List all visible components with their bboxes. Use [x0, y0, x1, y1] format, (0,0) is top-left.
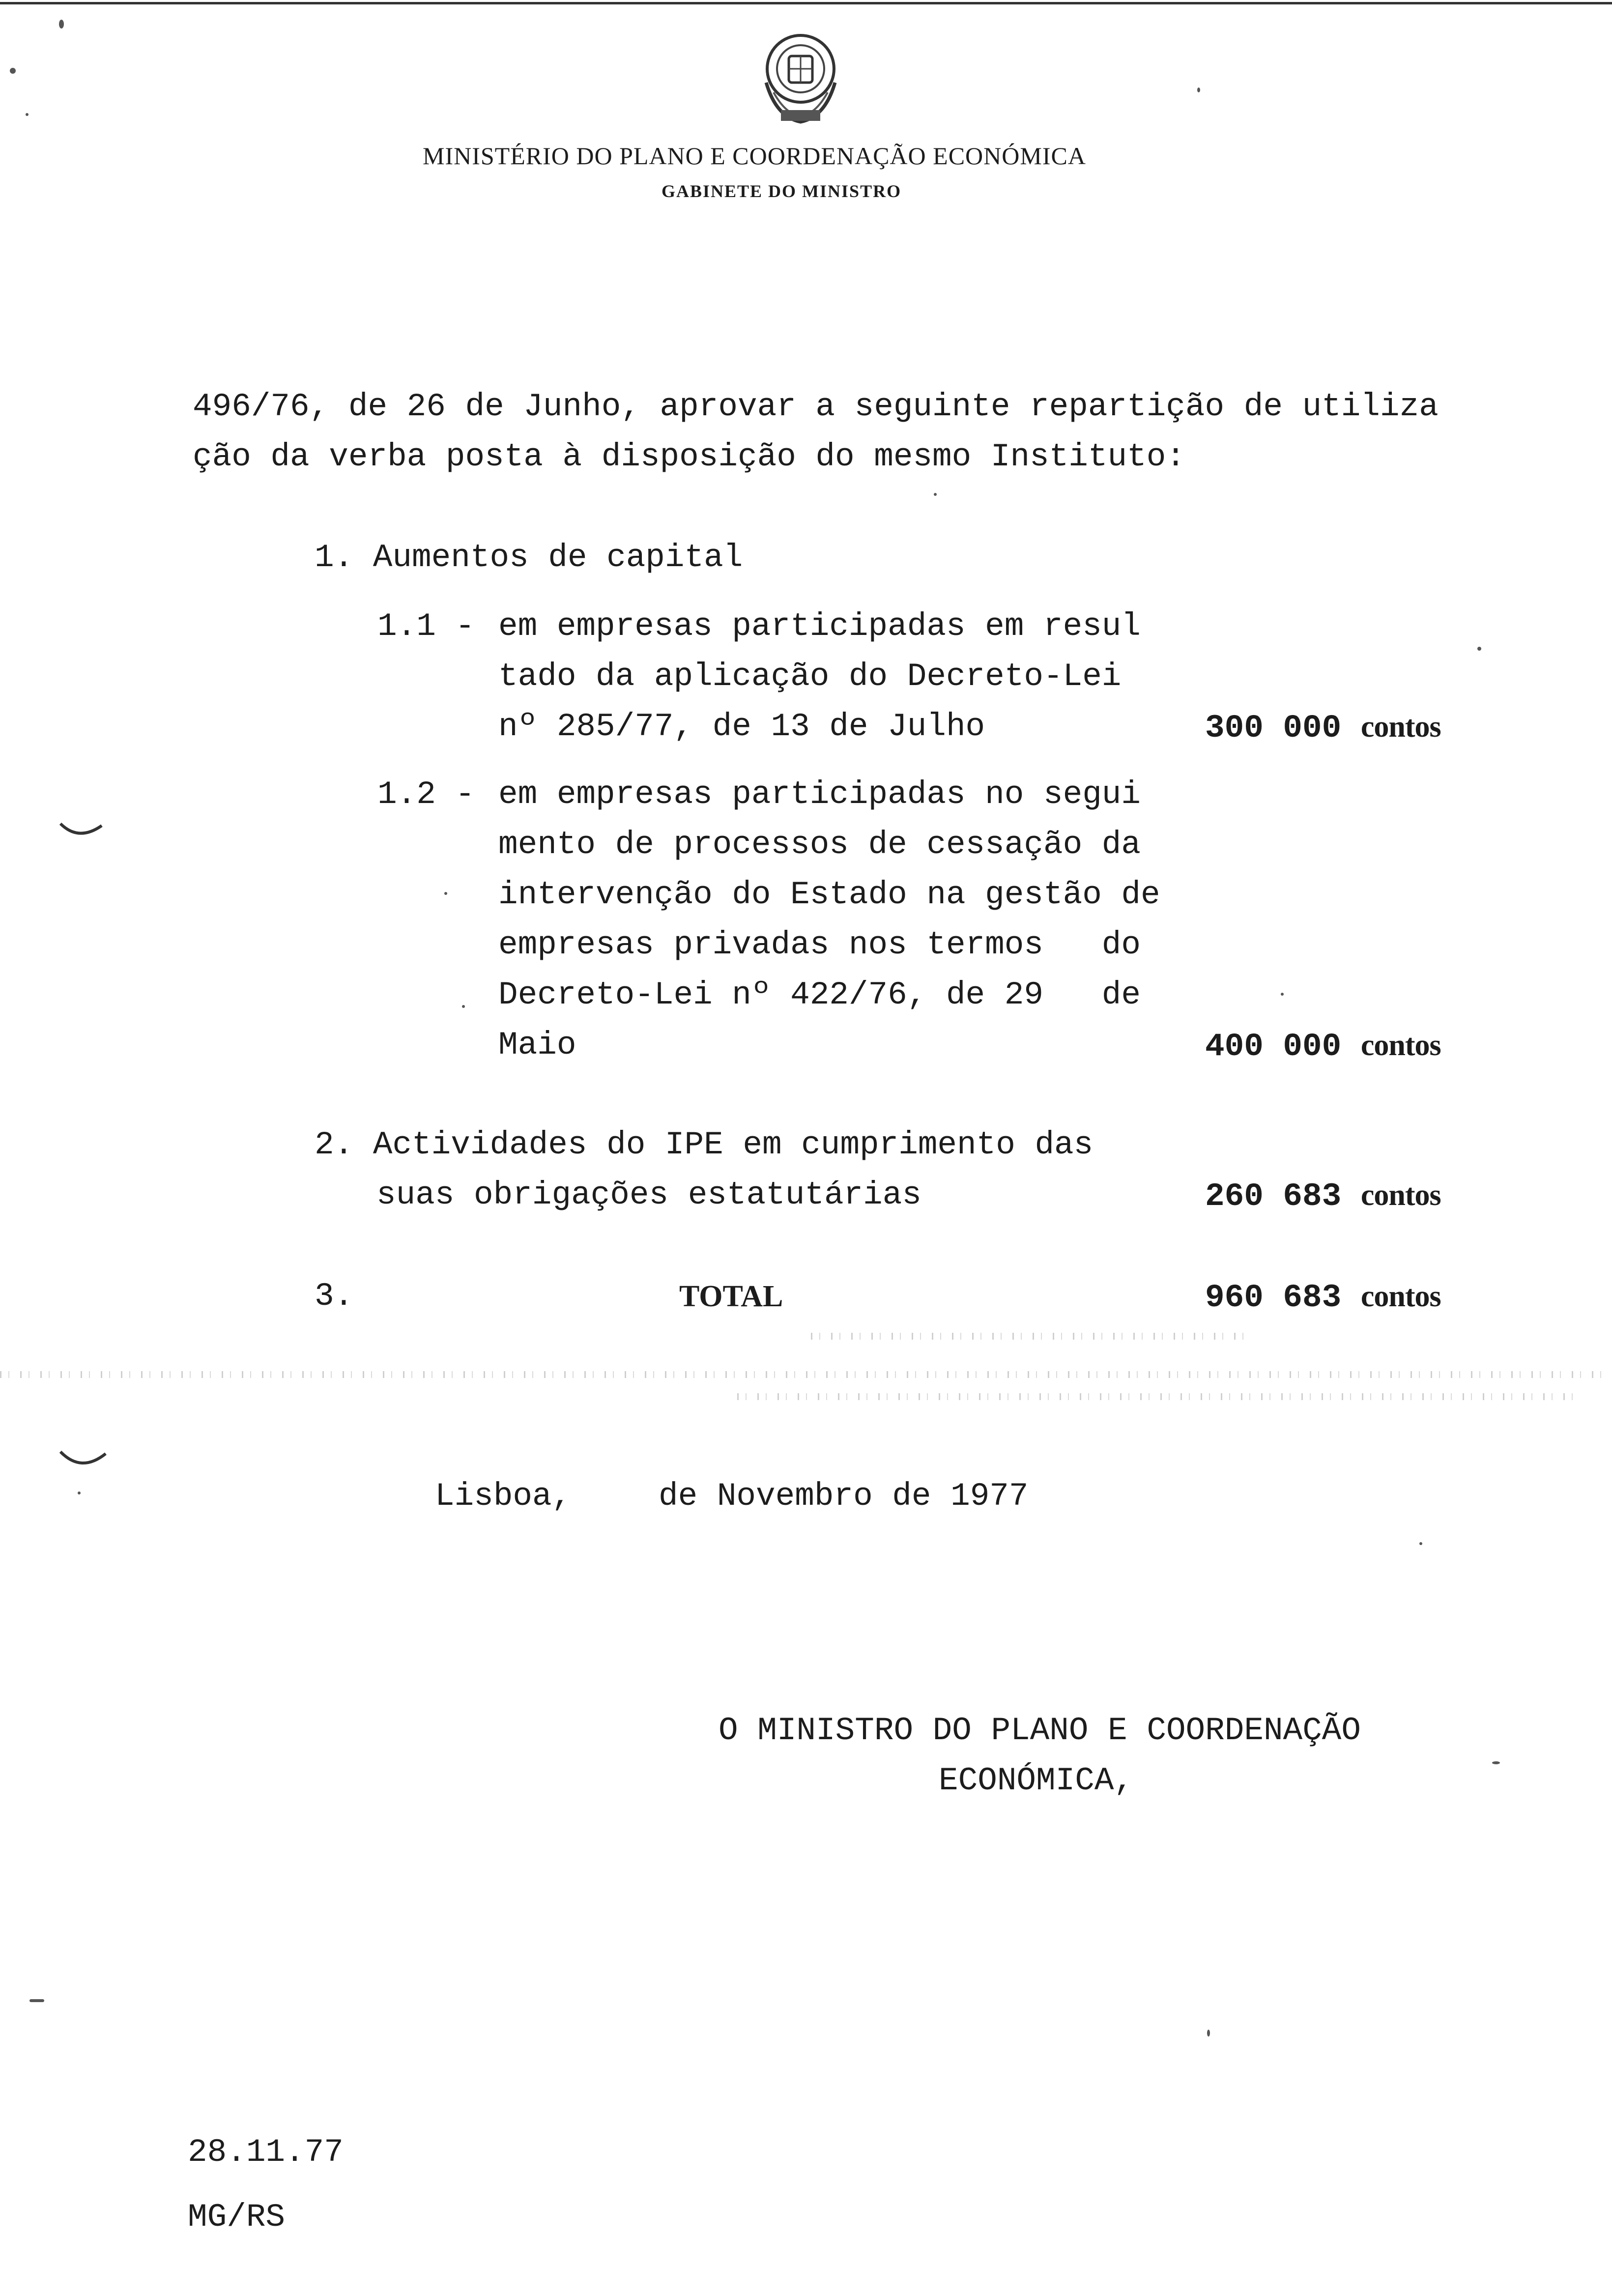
footer-initials: MG/RS [188, 2199, 286, 2236]
speck [1419, 1542, 1422, 1545]
item-1-2-amount [1205, 1021, 1441, 1071]
amount-unit: contos [1360, 710, 1441, 744]
office-subheading: GABINETE DO MINISTRO [662, 181, 902, 201]
speck [1477, 647, 1481, 651]
speck [1492, 1761, 1500, 1764]
item-1-heading: 1. Aumentos de capital [315, 539, 743, 576]
amount-unit: contos [1360, 1178, 1441, 1212]
amount-value: 260 683 [1205, 1178, 1342, 1215]
item-1-2-line: intervenção do Estado na gestão de [498, 876, 1160, 913]
hole-punch-mark [47, 1435, 101, 1464]
amount-value: 960 683 [1205, 1279, 1342, 1316]
speck [10, 68, 16, 74]
item-1-1-number: 1.1 - [377, 608, 475, 645]
amount-value: 400 000 [1205, 1028, 1342, 1065]
item-2-line: suas obrigações estatutárias [376, 1177, 921, 1213]
speck [29, 1999, 44, 2002]
speck [1197, 87, 1200, 92]
signature-title-line-1: O MINISTRO DO PLANO E COORDENAÇÃO [719, 1712, 1361, 1749]
scan-noise [737, 1393, 1573, 1400]
item-1-2-line: mento de processos de cessação da [498, 826, 1141, 863]
footer-date: 28.11.77 [188, 2134, 344, 2171]
scan-noise [811, 1333, 1253, 1340]
signature-title-line-2: ECONÓMICA, [939, 1762, 1134, 1799]
amount-value: 300 000 [1205, 710, 1342, 746]
item-2-line: 2. Actividades do IPE em cumprimento das [315, 1126, 1094, 1163]
hole-punch-mark [47, 806, 96, 835]
amount-unit: contos [1360, 1280, 1441, 1313]
speck [462, 1005, 465, 1008]
total-amount [1205, 1272, 1441, 1322]
speck [59, 20, 64, 29]
item-1-1-amount [1205, 702, 1441, 753]
speck [26, 113, 29, 116]
speck [1207, 2030, 1210, 2037]
item-1-2-line: Decreto-Lei nº 422/76, de 29 de [498, 976, 1141, 1013]
item-2-amount [1205, 1171, 1441, 1221]
speck [444, 892, 447, 895]
item-1-2-line: em empresas participadas no segui [498, 776, 1141, 813]
speck [1281, 993, 1284, 996]
intro-line-1: 496/76, de 26 de Junho, aprovar a seguinte repartição de utiliza [193, 388, 1439, 425]
item-1-1-line: nº 285/77, de 13 de Julho [498, 708, 985, 745]
scan-noise [0, 1371, 1612, 1378]
item-1-2-number: 1.2 - [377, 776, 475, 813]
speck [78, 1492, 81, 1494]
item-1-2-line: Maio [498, 1027, 576, 1063]
date-label: de Novembro de 1977 [659, 1478, 1029, 1515]
total-label: TOTAL [679, 1280, 783, 1313]
amount-unit: contos [1360, 1029, 1441, 1062]
item-1-2-line: empresas privadas nos termos do [498, 926, 1141, 963]
item-1-1-line: tado da aplicação do Decreto-Lei [498, 658, 1122, 695]
ministry-heading: MINISTÉRIO DO PLANO E COORDENAÇÃO ECONÓMICA [423, 142, 1086, 170]
item-1-1-line: em empresas participadas em resul [498, 608, 1141, 645]
item-3-number: 3. [315, 1278, 354, 1315]
top-rule [0, 2, 1612, 4]
intro-line-2: ção da verba posta à disposição do mesmo Instituto: [193, 438, 1185, 475]
speck [934, 493, 937, 496]
coat-of-arms-icon [737, 15, 845, 123]
place-label: Lisboa, [435, 1478, 572, 1515]
